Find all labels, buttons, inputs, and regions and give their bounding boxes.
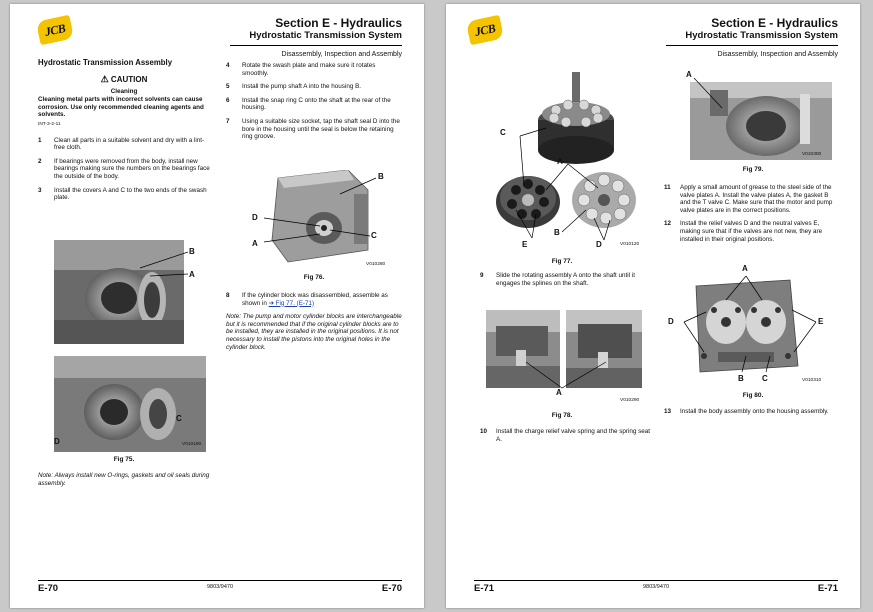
caution-code: INT-3-2-11 bbox=[38, 121, 61, 127]
step-9: 9 Slide the rotating assembly A onto the shaft until it engages the splines on the shaft. bbox=[480, 272, 635, 287]
doc-number: 9803/9470 bbox=[643, 584, 669, 590]
photo-fig75 bbox=[54, 356, 206, 452]
page-number-left: E-71 bbox=[474, 583, 495, 594]
page-number-right: E-70 bbox=[381, 583, 402, 594]
label-e-fig80: E bbox=[818, 317, 824, 326]
caution-title-row bbox=[38, 76, 210, 84]
fig77-illustration bbox=[486, 70, 646, 252]
page-header bbox=[249, 16, 402, 60]
step-10: 10 Install the charge relief valve spring and the spring seat A. bbox=[480, 428, 651, 443]
step-8: 8 If the cylinder block was disassembled, assemble as shown in ➔ Fig 77. (E-71) bbox=[226, 292, 388, 307]
fig76-code: V010280 bbox=[366, 262, 386, 267]
label-a-fig78: A bbox=[556, 388, 562, 397]
label-b-fig80: B bbox=[738, 374, 744, 383]
subsub-title: Disassembly, Inspection and Assembly bbox=[281, 51, 402, 58]
subsection-title: Hydrostatic Transmission System bbox=[249, 30, 402, 41]
label-a-fig79: A bbox=[686, 70, 692, 79]
label-c-fig80: C bbox=[762, 374, 768, 383]
section-title: Section E - Hydraulics bbox=[711, 16, 838, 30]
photo-fig75-image bbox=[54, 356, 206, 452]
leader-lines-fig76 bbox=[260, 174, 380, 246]
warning-icon: ⚠ bbox=[100, 74, 109, 84]
fig79-caption: Fig 79. bbox=[742, 166, 764, 173]
note-mid: Note: The pump and motor cylinder blocks are interchangeable but it is recommended that if the original cylinder blocks are to be installed, they are installed in the original positions. It is not necessary to install the pistons into the original holes in the cylinder block. bbox=[226, 313, 402, 351]
label-d-fig77: D bbox=[596, 240, 602, 249]
jcb-logo: JCB bbox=[36, 15, 74, 46]
note-bottom: Note: Always install new O-rings, gaskets and oil seals during assembly. bbox=[38, 472, 210, 487]
header-rule bbox=[230, 45, 402, 46]
step-11: 11 Apply a small amount of grease to the steel side of the valve plates A. Install the valve plates A, the gasket B and the T valve C. Make sure that the motor and pump valve plates are in the correct positions. bbox=[664, 184, 833, 214]
label-a-fig80: A bbox=[742, 264, 748, 273]
label-b-fig76: B bbox=[378, 172, 384, 181]
fig76-caption: Fig 76. bbox=[303, 274, 325, 281]
step-5: 5 Install the pump shaft A into the housing B. bbox=[226, 83, 362, 91]
label-d-fig75: D bbox=[54, 437, 60, 446]
section-title: Section E - Hydraulics bbox=[275, 16, 402, 30]
fig77-caption: Fig 77. bbox=[551, 258, 573, 265]
step-12: 12 Install the relief valves D and the neutral valves E, making sure that if the valves are not new, they are installed in their original positions. bbox=[664, 220, 823, 243]
label-c-fig76: C bbox=[371, 231, 377, 240]
page-footer bbox=[474, 580, 838, 594]
step-1: 1 Clean all parts in a suitable solvent and dry with a lint-free cloth. bbox=[38, 136, 205, 152]
step-13: 13 Install the body assembly onto the housing assembly. bbox=[664, 408, 829, 415]
label-d-fig80: D bbox=[668, 317, 674, 326]
step-3: 3 Install the covers A and C to the two ends of the swash plate. bbox=[38, 186, 207, 202]
fig75-code: V010190 bbox=[182, 442, 202, 447]
header-rule bbox=[666, 45, 838, 46]
fig78-code: V010290 bbox=[620, 398, 640, 403]
step-4: 4 Rotate the swash plate and make sure it rotates smoothly. bbox=[226, 62, 376, 77]
right-column-bottom bbox=[226, 292, 402, 351]
steps-11-12-block bbox=[664, 184, 838, 249]
subsection-title: Hydrostatic Transmission System bbox=[685, 30, 838, 41]
section-heading: Hydrostatic Transmission Assembly bbox=[38, 58, 173, 67]
fig77-link[interactable]: ➔ Fig 77. (E-71) bbox=[268, 299, 315, 307]
page-footer bbox=[38, 580, 402, 594]
fig80-caption: Fig 80. bbox=[742, 392, 764, 399]
jcb-logo: JCB bbox=[466, 15, 504, 46]
fig79-code: V010300 bbox=[802, 152, 822, 157]
step-7: 7 Using a suitable size socket, tap the shaft seal D into the bore in the housing until the seal is below the retaining ring groove. bbox=[226, 117, 400, 141]
label-a-fig76: A bbox=[252, 239, 258, 248]
leader-lines-top bbox=[130, 244, 194, 284]
page-number-left: E-70 bbox=[38, 583, 59, 594]
fig77-code: V010120 bbox=[620, 242, 640, 247]
caution-sub: Cleaning bbox=[110, 87, 138, 95]
label-b-fig77: B bbox=[554, 228, 560, 237]
label-d-fig76: D bbox=[252, 213, 258, 222]
leader-lines-fig80 bbox=[676, 272, 822, 376]
caution-title: CAUTION bbox=[110, 75, 148, 84]
leader-line-fig79 bbox=[692, 76, 732, 116]
leader-lines-fig78 bbox=[516, 354, 616, 394]
label-c-fig75: C bbox=[176, 414, 182, 423]
step-10-block bbox=[480, 428, 652, 449]
right-column-top bbox=[226, 62, 402, 147]
page-header bbox=[685, 16, 838, 60]
fig78-caption: Fig 78. bbox=[551, 412, 573, 419]
label-c-fig77: C bbox=[500, 128, 506, 137]
page-e70 bbox=[10, 4, 424, 608]
step-6: 6 Install the snap ring C onto the shaft at the rear of the housing. bbox=[226, 96, 391, 112]
left-column bbox=[38, 58, 210, 208]
step-2: 2 If bearings were removed from the body, install new bearings making sure the numbers on the bearings face the outside of the body. bbox=[38, 157, 210, 180]
page-e71 bbox=[446, 4, 860, 608]
label-a-fig77: A bbox=[557, 157, 563, 166]
step-13-block bbox=[664, 408, 838, 422]
subsub-title: Disassembly, Inspection and Assembly bbox=[717, 51, 838, 58]
label-e-fig77: E bbox=[522, 240, 528, 249]
caution-body: Cleaning metal parts with incorrect solvents can cause corrosion. Use only recommended cleaning agents and solvents. bbox=[38, 96, 204, 119]
doc-number: 9803/9470 bbox=[207, 584, 233, 590]
page-number-right: E-71 bbox=[817, 583, 838, 594]
fig80-code: V010310 bbox=[802, 378, 822, 383]
label-b-fig-top: B bbox=[189, 247, 195, 256]
fig75-caption: Fig 75. bbox=[113, 456, 135, 463]
step-9-block bbox=[480, 272, 652, 293]
label-a-fig-top: A bbox=[189, 270, 195, 279]
